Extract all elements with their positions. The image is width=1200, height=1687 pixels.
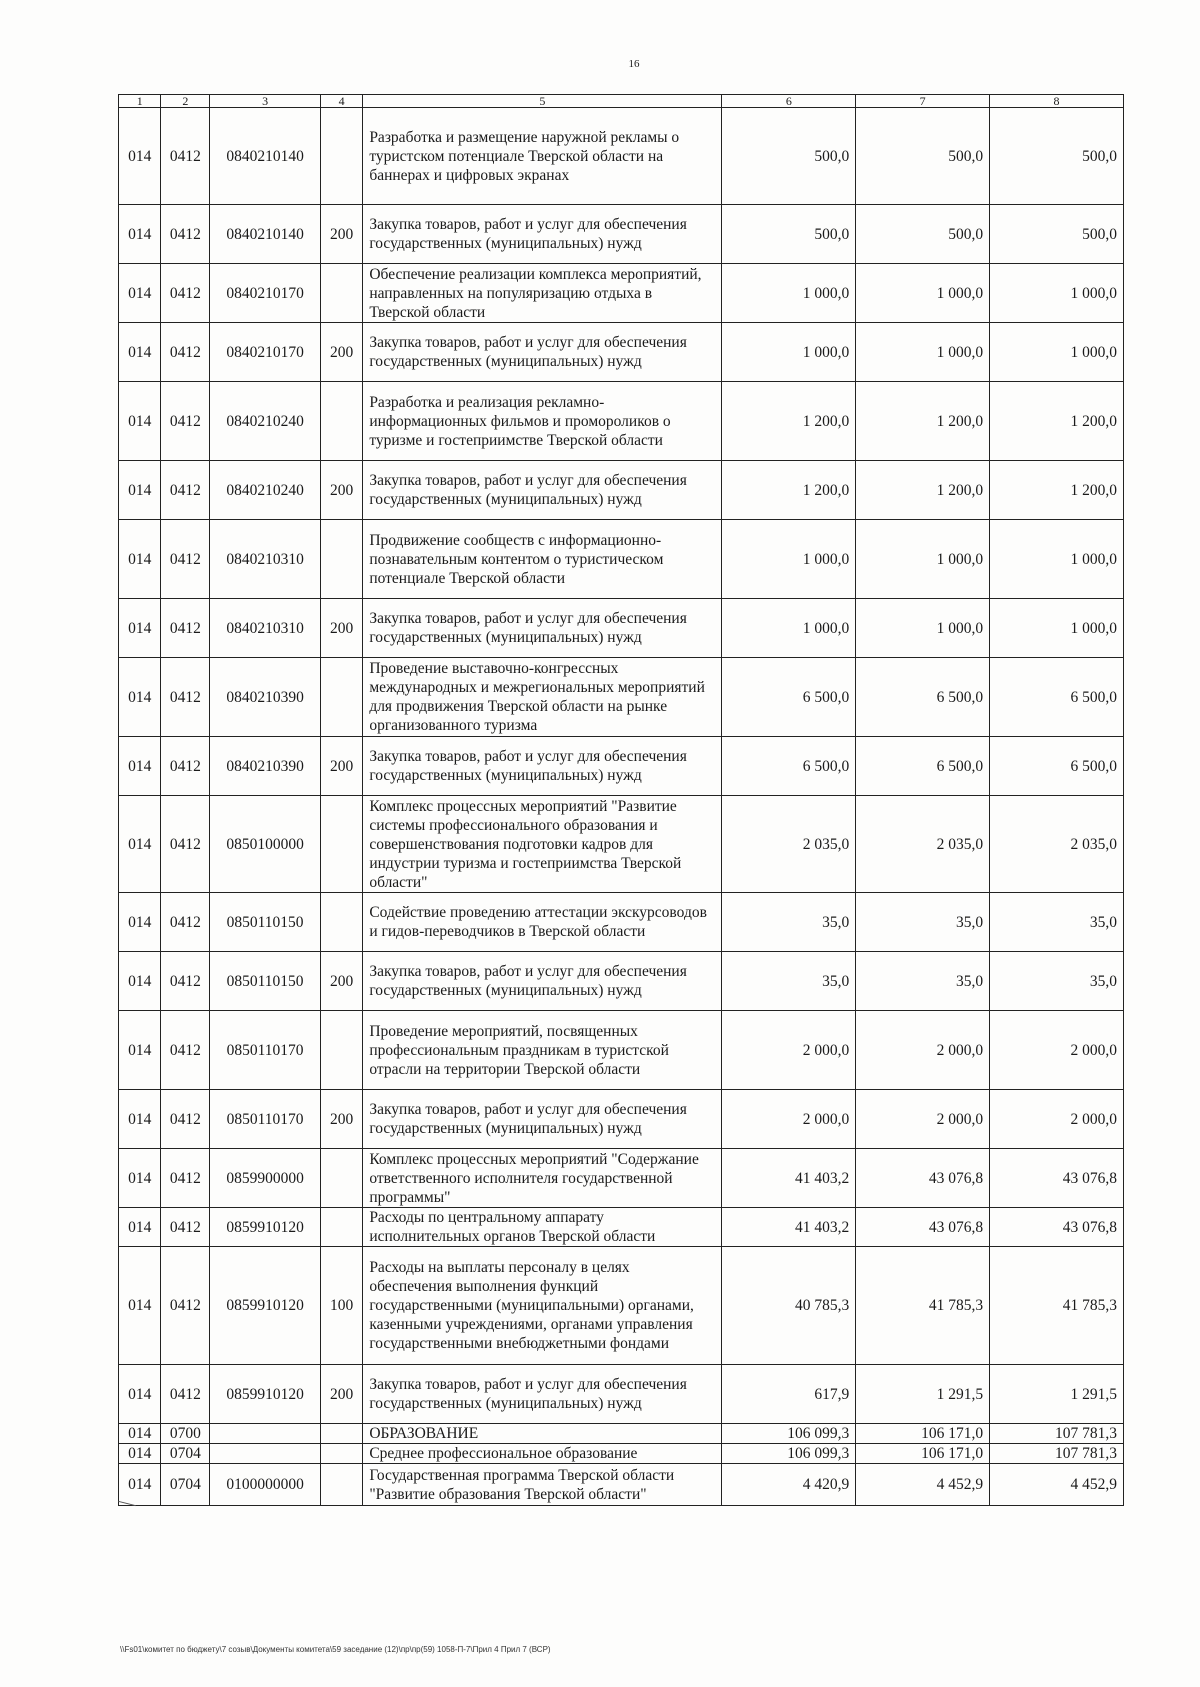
- description-cell: ОБРАЗОВАНИЕ: [363, 1424, 722, 1444]
- amount-year-2-cell: 35,0: [856, 893, 990, 952]
- amount-year-2-cell: 2 000,0: [856, 1011, 990, 1090]
- admin-code-cell: 014: [119, 1011, 161, 1090]
- section-code-cell: 0412: [161, 1247, 210, 1365]
- amount-year-1-cell: 4 420,9: [722, 1464, 856, 1506]
- section-code-cell: 0412: [161, 1149, 210, 1208]
- amount-year-3-cell: 107 781,3: [990, 1424, 1124, 1444]
- amount-year-1-cell: 1 000,0: [722, 520, 856, 599]
- section-code-cell: 0412: [161, 658, 210, 737]
- amount-year-1-cell: 35,0: [722, 893, 856, 952]
- table-row: [119, 737, 1124, 796]
- expense-type-code-cell: [320, 264, 362, 323]
- section-code-cell: 0412: [161, 1090, 210, 1149]
- column-header: 7: [856, 95, 990, 108]
- expense-type-code-cell: [320, 108, 362, 205]
- column-number-row: [119, 95, 1124, 108]
- amount-year-1-cell: 2 035,0: [722, 796, 856, 893]
- section-code-cell: 0704: [161, 1444, 210, 1464]
- table-row: [119, 108, 1124, 205]
- expense-type-code-cell: [320, 1011, 362, 1090]
- description-cell: Разработка и размещение наружной рекламы о туристском потенциале Тверской области на баннерах и цифровых экранах: [363, 108, 722, 205]
- amount-year-3-cell: 107 781,3: [990, 1444, 1124, 1464]
- table-row: [119, 952, 1124, 1011]
- target-code-cell: 0840210240: [210, 461, 320, 520]
- table-row: [119, 1444, 1124, 1464]
- amount-year-2-cell: 4 452,9: [856, 1464, 990, 1506]
- section-code-cell: 0412: [161, 108, 210, 205]
- description-cell: Закупка товаров, работ и услуг для обеспечения государственных (муниципальных) нужд: [363, 461, 722, 520]
- admin-code-cell: 014: [119, 952, 161, 1011]
- expense-type-code-cell: 200: [320, 205, 362, 264]
- amount-year-1-cell: 41 403,2: [722, 1208, 856, 1247]
- target-code-cell: 0840210390: [210, 737, 320, 796]
- description-cell: Закупка товаров, работ и услуг для обеспечения государственных (муниципальных) нужд: [363, 1365, 722, 1424]
- column-header: 2: [161, 95, 210, 108]
- section-code-cell: 0412: [161, 461, 210, 520]
- column-header: 1: [119, 95, 161, 108]
- target-code-cell: 0859910120: [210, 1247, 320, 1365]
- admin-code-cell: 014: [119, 599, 161, 658]
- amount-year-3-cell: 1 200,0: [990, 382, 1124, 461]
- admin-code-cell: 014: [119, 108, 161, 205]
- amount-year-2-cell: 41 785,3: [856, 1247, 990, 1365]
- admin-code-cell: 014: [119, 323, 161, 382]
- amount-year-2-cell: 106 171,0: [856, 1444, 990, 1464]
- amount-year-3-cell: 2 035,0: [990, 796, 1124, 893]
- table-row: [119, 382, 1124, 461]
- table-row: [119, 264, 1124, 323]
- section-code-cell: 0412: [161, 323, 210, 382]
- target-code-cell: 0850110150: [210, 893, 320, 952]
- target-code-cell: 0100000000: [210, 1464, 320, 1506]
- description-cell: Расходы по центральному аппарату исполнительных органов Тверской области: [363, 1208, 722, 1247]
- amount-year-1-cell: 2 000,0: [722, 1011, 856, 1090]
- amount-year-3-cell: 6 500,0: [990, 658, 1124, 737]
- section-code-cell: 0412: [161, 796, 210, 893]
- table-row: [119, 205, 1124, 264]
- description-cell: Среднее профессиональное образование: [363, 1444, 722, 1464]
- expense-type-code-cell: 200: [320, 1365, 362, 1424]
- expense-type-code-cell: 200: [320, 1090, 362, 1149]
- amount-year-3-cell: 1 000,0: [990, 323, 1124, 382]
- expense-type-code-cell: 200: [320, 461, 362, 520]
- amount-year-1-cell: 106 099,3: [722, 1444, 856, 1464]
- section-code-cell: 0412: [161, 1365, 210, 1424]
- amount-year-1-cell: 106 099,3: [722, 1424, 856, 1444]
- amount-year-2-cell: 500,0: [856, 205, 990, 264]
- target-code-cell: 0850110170: [210, 1090, 320, 1149]
- amount-year-3-cell: 43 076,8: [990, 1208, 1124, 1247]
- section-code-cell: 0412: [161, 1011, 210, 1090]
- table-row: [119, 1464, 1124, 1506]
- amount-year-3-cell: 35,0: [990, 952, 1124, 1011]
- amount-year-1-cell: 1 000,0: [722, 599, 856, 658]
- target-code-cell: 0840210140: [210, 205, 320, 264]
- amount-year-3-cell: 1 000,0: [990, 264, 1124, 323]
- table-row: [119, 658, 1124, 737]
- admin-code-cell: 014: [119, 1247, 161, 1365]
- target-code-cell: 0840210240: [210, 382, 320, 461]
- section-code-cell: 0412: [161, 952, 210, 1011]
- admin-code-cell: 014: [119, 658, 161, 737]
- expense-type-code-cell: [320, 1149, 362, 1208]
- amount-year-3-cell: 1 291,5: [990, 1365, 1124, 1424]
- column-header: 3: [210, 95, 320, 108]
- amount-year-1-cell: 35,0: [722, 952, 856, 1011]
- expense-type-code-cell: [320, 1424, 362, 1444]
- description-cell: Государственная программа Тверской области "Развитие образования Тверской области": [363, 1464, 722, 1506]
- amount-year-2-cell: 106 171,0: [856, 1424, 990, 1444]
- amount-year-1-cell: 1 000,0: [722, 264, 856, 323]
- section-code-cell: 0412: [161, 893, 210, 952]
- admin-code-cell: 014: [119, 893, 161, 952]
- admin-code-cell: 014: [119, 1149, 161, 1208]
- description-cell: Комплекс процессных мероприятий "Развитие системы профессионального образования и совершенствования подготовки кадров для индустрии туризма и гостеприимства Тверской области": [363, 796, 722, 893]
- amount-year-2-cell: 6 500,0: [856, 737, 990, 796]
- amount-year-2-cell: 6 500,0: [856, 658, 990, 737]
- amount-year-3-cell: 41 785,3: [990, 1247, 1124, 1365]
- description-cell: Продвижение сообществ с информационно-познавательным контентом о туристическом потенциале Тверской области: [363, 520, 722, 599]
- table-row: [119, 796, 1124, 893]
- description-cell: Содействие проведению аттестации экскурсоводов и гидов-переводчиков в Тверской области: [363, 893, 722, 952]
- amount-year-2-cell: 1 000,0: [856, 599, 990, 658]
- table-row: [119, 599, 1124, 658]
- admin-code-cell: 014: [119, 737, 161, 796]
- amount-year-2-cell: 1 200,0: [856, 461, 990, 520]
- table-row: [119, 461, 1124, 520]
- amount-year-1-cell: 1 000,0: [722, 323, 856, 382]
- section-code-cell: 0412: [161, 599, 210, 658]
- table-row: [119, 1011, 1124, 1090]
- description-cell: Разработка и реализация рекламно-информационных фильмов и промороликов о туризме и гостеприимстве Тверской области: [363, 382, 722, 461]
- amount-year-2-cell: 1 000,0: [856, 323, 990, 382]
- description-cell: Закупка товаров, работ и услуг для обеспечения государственных (муниципальных) нужд: [363, 323, 722, 382]
- section-code-cell: 0700: [161, 1424, 210, 1444]
- amount-year-3-cell: 1 000,0: [990, 599, 1124, 658]
- column-header: 4: [320, 95, 362, 108]
- amount-year-1-cell: 2 000,0: [722, 1090, 856, 1149]
- target-code-cell: 0850110170: [210, 1011, 320, 1090]
- amount-year-2-cell: 1 000,0: [856, 264, 990, 323]
- table-row: [119, 1247, 1124, 1365]
- expense-type-code-cell: 200: [320, 952, 362, 1011]
- table-row: [119, 1365, 1124, 1424]
- amount-year-1-cell: 41 403,2: [722, 1149, 856, 1208]
- description-cell: Закупка товаров, работ и услуг для обеспечения государственных (муниципальных) нужд: [363, 205, 722, 264]
- section-code-cell: 0412: [161, 382, 210, 461]
- expense-type-code-cell: 100: [320, 1247, 362, 1365]
- description-cell: Расходы на выплаты персоналу в целях обеспечения выполнения функций государственными (муниципальными) органами, казенными учреждениями, органами управления государственными внебюджетными фондами: [363, 1247, 722, 1365]
- section-code-cell: 0704: [161, 1464, 210, 1506]
- amount-year-1-cell: 1 200,0: [722, 382, 856, 461]
- budget-table: [118, 94, 1124, 1506]
- amount-year-2-cell: 35,0: [856, 952, 990, 1011]
- target-code-cell: 0859910120: [210, 1365, 320, 1424]
- page-number: 16: [628, 58, 640, 70]
- amount-year-1-cell: 40 785,3: [722, 1247, 856, 1365]
- admin-code-cell: 014: [119, 1444, 161, 1464]
- amount-year-3-cell: 2 000,0: [990, 1090, 1124, 1149]
- section-code-cell: 0412: [161, 264, 210, 323]
- target-code-cell: [210, 1444, 320, 1464]
- amount-year-3-cell: 6 500,0: [990, 737, 1124, 796]
- target-code-cell: 0840210310: [210, 520, 320, 599]
- amount-year-2-cell: 1 291,5: [856, 1365, 990, 1424]
- table-row: [119, 893, 1124, 952]
- section-code-cell: 0412: [161, 205, 210, 264]
- amount-year-3-cell: 1 200,0: [990, 461, 1124, 520]
- admin-code-cell: 014: [119, 382, 161, 461]
- amount-year-2-cell: 2 035,0: [856, 796, 990, 893]
- amount-year-2-cell: 43 076,8: [856, 1149, 990, 1208]
- amount-year-1-cell: 6 500,0: [722, 658, 856, 737]
- expense-type-code-cell: 200: [320, 599, 362, 658]
- description-cell: Проведение мероприятий, посвященных профессиональным праздникам в туристской отрасли на территории Тверской области: [363, 1011, 722, 1090]
- column-header: 6: [722, 95, 856, 108]
- description-cell: Комплекс процессных мероприятий "Содержание ответственного исполнителя государственной программы": [363, 1149, 722, 1208]
- amount-year-3-cell: 4 452,9: [990, 1464, 1124, 1506]
- target-code-cell: 0840210390: [210, 658, 320, 737]
- column-header: 8: [990, 95, 1124, 108]
- description-cell: Проведение выставочно-конгрессных международных и межрегиональных мероприятий для продвижения Тверской области на рынке организованного туризма: [363, 658, 722, 737]
- amount-year-1-cell: 1 200,0: [722, 461, 856, 520]
- amount-year-2-cell: 500,0: [856, 108, 990, 205]
- expense-type-code-cell: [320, 1464, 362, 1506]
- amount-year-3-cell: 2 000,0: [990, 1011, 1124, 1090]
- table-row: [119, 1424, 1124, 1444]
- admin-code-cell: 014: [119, 1424, 161, 1444]
- amount-year-2-cell: 43 076,8: [856, 1208, 990, 1247]
- expense-type-code-cell: [320, 382, 362, 461]
- description-cell: Закупка товаров, работ и услуг для обеспечения государственных (муниципальных) нужд: [363, 737, 722, 796]
- table-row: [119, 323, 1124, 382]
- admin-code-cell: 014: [119, 1365, 161, 1424]
- description-cell: Закупка товаров, работ и услуг для обеспечения государственных (муниципальных) нужд: [363, 1090, 722, 1149]
- amount-year-2-cell: 1 200,0: [856, 382, 990, 461]
- amount-year-3-cell: 500,0: [990, 108, 1124, 205]
- expense-type-code-cell: [320, 1208, 362, 1247]
- amount-year-3-cell: 500,0: [990, 205, 1124, 264]
- admin-code-cell: 014: [119, 461, 161, 520]
- table-row: [119, 1208, 1124, 1247]
- amount-year-1-cell: 500,0: [722, 108, 856, 205]
- amount-year-3-cell: 43 076,8: [990, 1149, 1124, 1208]
- amount-year-1-cell: 6 500,0: [722, 737, 856, 796]
- table-row: [119, 520, 1124, 599]
- expense-type-code-cell: [320, 796, 362, 893]
- target-code-cell: 0840210310: [210, 599, 320, 658]
- admin-code-cell: 014: [119, 1208, 161, 1247]
- admin-code-cell: 014: [119, 520, 161, 599]
- expense-type-code-cell: 200: [320, 323, 362, 382]
- admin-code-cell: 014: [119, 264, 161, 323]
- target-code-cell: 0840210170: [210, 264, 320, 323]
- admin-code-cell: 014: [119, 205, 161, 264]
- column-header: 5: [363, 95, 722, 108]
- expense-type-code-cell: [320, 520, 362, 599]
- target-code-cell: 0840210170: [210, 323, 320, 382]
- amount-year-1-cell: 500,0: [722, 205, 856, 264]
- amount-year-1-cell: 617,9: [722, 1365, 856, 1424]
- amount-year-2-cell: 1 000,0: [856, 520, 990, 599]
- admin-code-cell: 014: [119, 796, 161, 893]
- expense-type-code-cell: 200: [320, 737, 362, 796]
- expense-type-code-cell: [320, 658, 362, 737]
- section-code-cell: 0412: [161, 1208, 210, 1247]
- target-code-cell: 0840210140: [210, 108, 320, 205]
- description-cell: Закупка товаров, работ и услуг для обеспечения государственных (муниципальных) нужд: [363, 952, 722, 1011]
- admin-code-cell: 014: [119, 1464, 161, 1506]
- file-path-footer: \\Fs01\комитет по бюджету\7 созыв\Документы комитета\59 заседание (12)\пр\пр(59) 1058-П-7\Прил 4 Прил 7 (ВСР): [120, 1645, 551, 1654]
- section-code-cell: 0412: [161, 737, 210, 796]
- amount-year-3-cell: 35,0: [990, 893, 1124, 952]
- section-code-cell: 0412: [161, 520, 210, 599]
- target-code-cell: 0859900000: [210, 1149, 320, 1208]
- amount-year-3-cell: 1 000,0: [990, 520, 1124, 599]
- description-cell: Обеспечение реализации комплекса мероприятий, направленных на популяризацию отдыха в Тверской области: [363, 264, 722, 323]
- target-code-cell: 0850100000: [210, 796, 320, 893]
- expense-type-code-cell: [320, 1444, 362, 1464]
- expense-type-code-cell: [320, 893, 362, 952]
- target-code-cell: 0850110150: [210, 952, 320, 1011]
- amount-year-2-cell: 2 000,0: [856, 1090, 990, 1149]
- description-cell: Закупка товаров, работ и услуг для обеспечения государственных (муниципальных) нужд: [363, 599, 722, 658]
- target-code-cell: [210, 1424, 320, 1444]
- table-row: [119, 1149, 1124, 1208]
- table-row: [119, 1090, 1124, 1149]
- target-code-cell: 0859910120: [210, 1208, 320, 1247]
- admin-code-cell: 014: [119, 1090, 161, 1149]
